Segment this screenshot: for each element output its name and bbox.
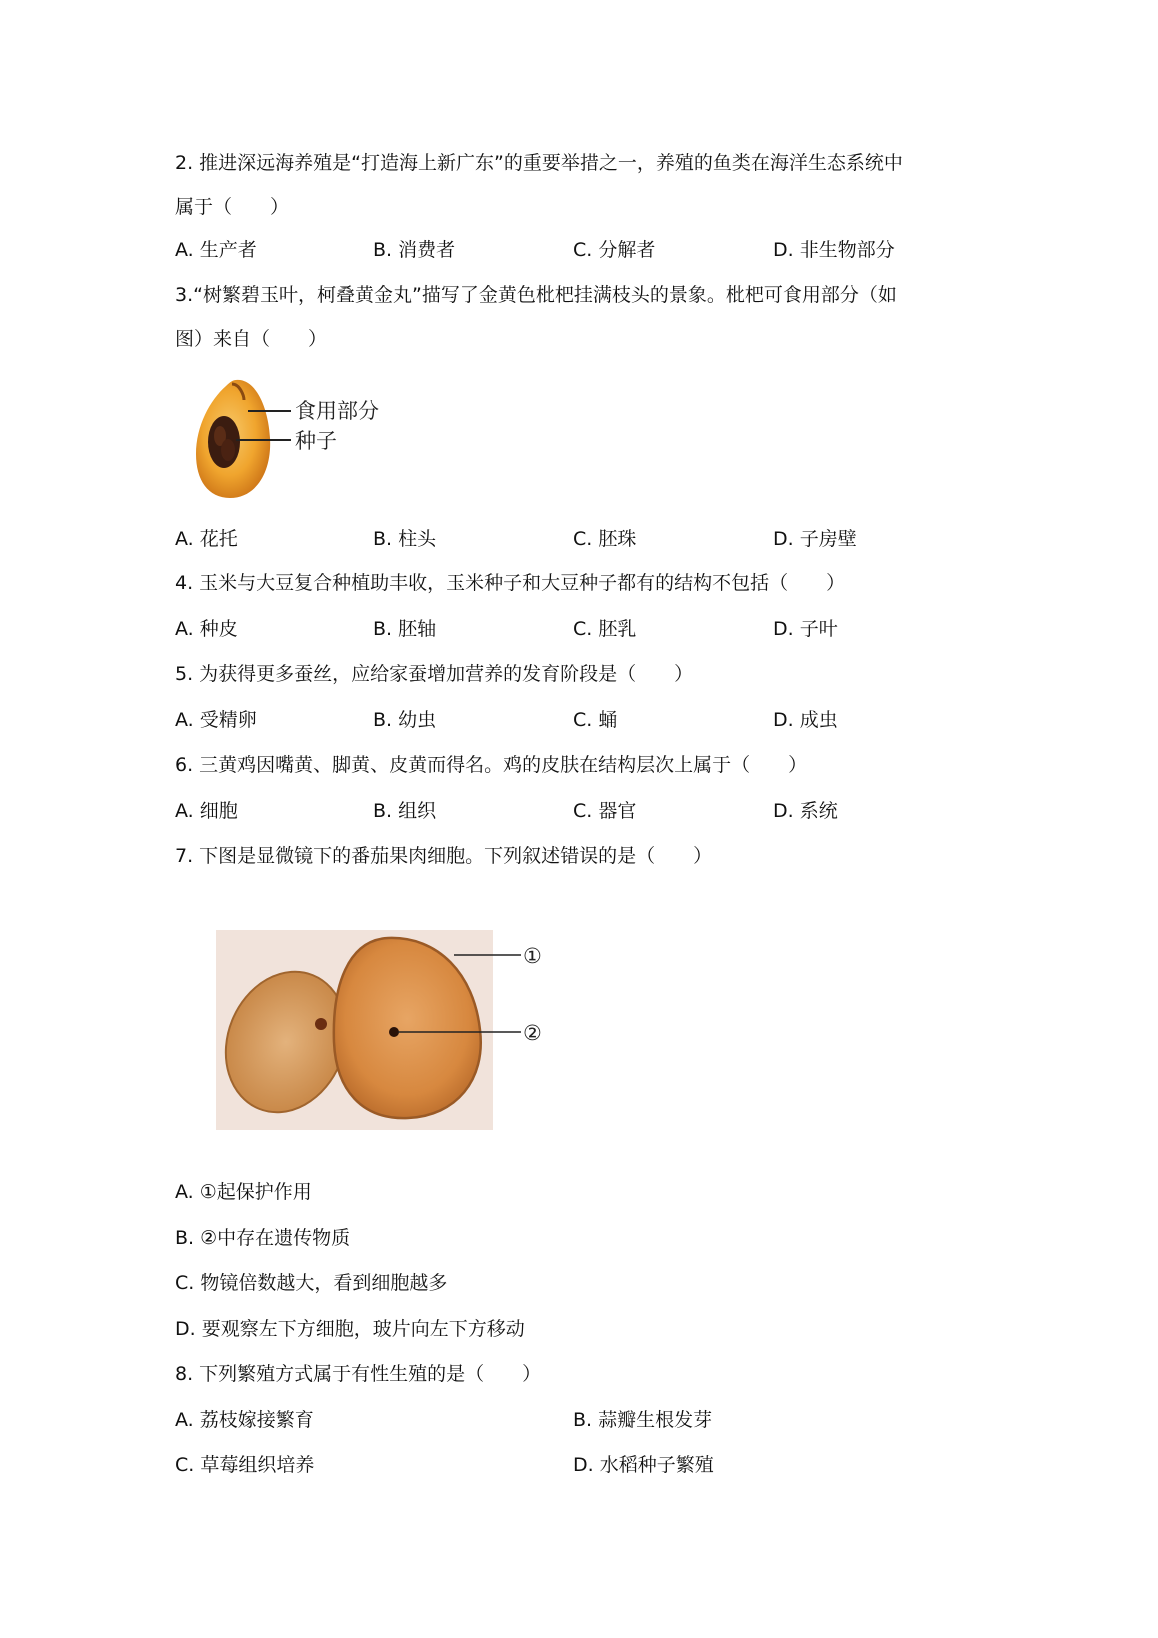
question-5-option-a[interactable]: A. 受精卵 <box>175 709 257 731</box>
question-7-option-d[interactable]: D. 要观察左下方细胞，玻片向左下方移动 <box>175 1318 525 1340</box>
question-3-stem-line-2: 图）来自（ ） <box>175 328 328 350</box>
question-8-stem: 8. 下列繁殖方式属于有性生殖的是（ ） <box>175 1363 542 1385</box>
question-8-option-b[interactable]: B. 蒜瓣生根发芽 <box>573 1409 713 1431</box>
question-6-option-b[interactable]: B. 组织 <box>373 800 437 822</box>
question-7-stem: 7. 下图是显微镜下的番茄果肉细胞。下列叙述错误的是（ ） <box>175 845 713 867</box>
question-6-option-c[interactable]: C. 器官 <box>573 800 637 822</box>
question-5-option-d[interactable]: D. 成虫 <box>773 709 838 731</box>
question-3-option-a[interactable]: A. 花托 <box>175 528 238 550</box>
loquat-figure <box>196 376 406 501</box>
question-7-option-b[interactable]: B. ②中存在遗传物质 <box>175 1227 351 1249</box>
question-6-stem: 6. 三黄鸡因嘴黄、脚黄、皮黄而得名。鸡的皮肤在结构层次上属于（ ） <box>175 754 808 776</box>
question-4-option-d[interactable]: D. 子叶 <box>773 618 838 640</box>
question-2-option-c[interactable]: C. 分解者 <box>573 239 656 261</box>
question-5-option-b[interactable]: B. 幼虫 <box>373 709 437 731</box>
question-4-option-b[interactable]: B. 胚轴 <box>373 618 437 640</box>
question-8-option-d[interactable]: D. 水稻种子繁殖 <box>573 1454 714 1476</box>
question-2-option-b[interactable]: B. 消费者 <box>373 239 456 261</box>
question-2-stem-line-1: 2. 推进深远海养殖是“打造海上新广东”的重要举措之一，养殖的鱼类在海洋生态系统中 <box>175 152 903 174</box>
question-8-option-c[interactable]: C. 草莓组织培养 <box>175 1454 315 1476</box>
question-4-stem: 4. 玉米与大豆复合种植助丰收，玉米种子和大豆种子都有的结构不包括（ ） <box>175 572 846 594</box>
question-5-stem: 5. 为获得更多蚕丝，应给家蚕增加营养的发育阶段是（ ） <box>175 663 694 685</box>
question-8-option-a[interactable]: A. 荔枝嫁接繁育 <box>175 1409 314 1431</box>
question-6-option-d[interactable]: D. 系统 <box>773 800 838 822</box>
question-5-option-c[interactable]: C. 蛹 <box>573 709 618 731</box>
question-6-option-a[interactable]: A. 细胞 <box>175 800 238 822</box>
question-7-option-a[interactable]: A. ①起保护作用 <box>175 1181 312 1203</box>
question-4-option-a[interactable]: A. 种皮 <box>175 618 238 640</box>
question-3-option-d[interactable]: D. 子房壁 <box>773 528 857 550</box>
label-circled-1: ① <box>523 944 542 968</box>
question-3-stem-line-1: 3.“树繁碧玉叶，柯叠黄金丸”描写了金黄色枇杷挂满枝头的景象。枇杷可食用部分（如 <box>175 284 897 306</box>
tomato-cell-figure <box>216 930 556 1130</box>
question-2-option-d[interactable]: D. 非生物部分 <box>773 239 895 261</box>
label-seed: 种子 <box>295 429 337 453</box>
cell-nucleus <box>389 1027 399 1037</box>
question-3-option-b[interactable]: B. 柱头 <box>373 528 437 550</box>
question-2-option-a[interactable]: A. 生产者 <box>175 239 257 261</box>
question-3-option-c[interactable]: C. 胚珠 <box>573 528 637 550</box>
question-2-stem-line-2: 属于（ ） <box>175 196 290 218</box>
question-7-option-c[interactable]: C. 物镜倍数越大，看到细胞越多 <box>175 1272 448 1294</box>
label-circled-2: ② <box>523 1021 542 1045</box>
label-edible-part: 食用部分 <box>295 399 379 423</box>
question-4-option-c[interactable]: C. 胚乳 <box>573 618 637 640</box>
